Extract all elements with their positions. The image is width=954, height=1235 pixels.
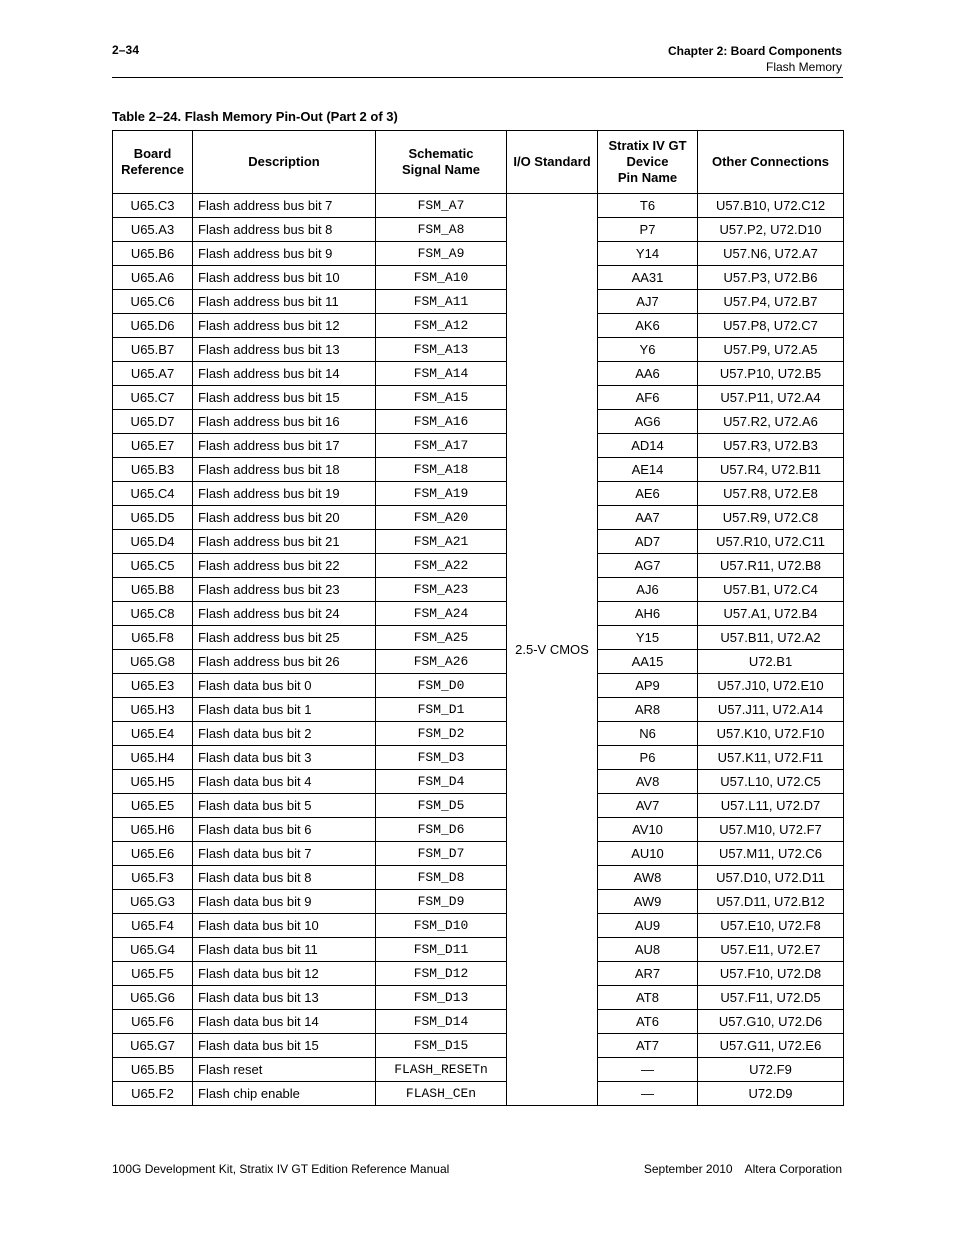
footer-right — [644, 1162, 842, 1176]
cell-description: Flash address bus bit 19 — [193, 482, 376, 506]
cell-other-connections: U57.P3, U72.B6 — [698, 266, 844, 290]
table-row — [113, 746, 844, 770]
cell-signal-name: FSM_A13 — [376, 338, 507, 362]
cell-signal-name: FSM_A22 — [376, 554, 507, 578]
cell-signal-name: FSM_D14 — [376, 1010, 507, 1034]
table-row — [113, 1082, 844, 1106]
cell-signal-name: FSM_D6 — [376, 818, 507, 842]
cell-board-reference: U65.D7 — [113, 410, 193, 434]
cell-signal-name: FSM_D4 — [376, 770, 507, 794]
cell-description: Flash address bus bit 13 — [193, 338, 376, 362]
cell-signal-name: FSM_A18 — [376, 458, 507, 482]
cell-device-pin: T6 — [598, 194, 698, 218]
cell-signal-name: FSM_A14 — [376, 362, 507, 386]
cell-signal-name: FSM_A15 — [376, 386, 507, 410]
cell-device-pin: AR8 — [598, 698, 698, 722]
page-number: 2–34 — [112, 43, 140, 57]
table-row — [113, 1058, 844, 1082]
cell-description: Flash data bus bit 3 — [193, 746, 376, 770]
cell-signal-name: FSM_D10 — [376, 914, 507, 938]
cell-description: Flash reset — [193, 1058, 376, 1082]
cell-other-connections: U57.M10, U72.F7 — [698, 818, 844, 842]
table-row — [113, 266, 844, 290]
cell-description: Flash data bus bit 9 — [193, 890, 376, 914]
cell-device-pin: N6 — [598, 722, 698, 746]
table-row — [113, 818, 844, 842]
cell-signal-name: FSM_A7 — [376, 194, 507, 218]
cell-description: Flash address bus bit 11 — [193, 290, 376, 314]
table-row — [113, 938, 844, 962]
cell-device-pin: Y6 — [598, 338, 698, 362]
table-row — [113, 506, 844, 530]
cell-description: Flash data bus bit 4 — [193, 770, 376, 794]
cell-description: Flash address bus bit 10 — [193, 266, 376, 290]
cell-board-reference: U65.D5 — [113, 506, 193, 530]
column-header-board-reference — [113, 131, 193, 194]
cell-description: Flash address bus bit 17 — [193, 434, 376, 458]
cell-description: Flash address bus bit 12 — [193, 314, 376, 338]
footer-date: September 2010 — [643, 1162, 733, 1176]
cell-other-connections: U57.R8, U72.E8 — [698, 482, 844, 506]
cell-description: Flash address bus bit 7 — [193, 194, 376, 218]
table-row — [113, 218, 844, 242]
cell-description: Flash address bus bit 15 — [193, 386, 376, 410]
cell-signal-name: FSM_A20 — [376, 506, 507, 530]
column-header-description: Description — [193, 131, 376, 194]
cell-device-pin: AW8 — [598, 866, 698, 890]
cell-device-pin: Y14 — [598, 242, 698, 266]
cell-device-pin: AT8 — [598, 986, 698, 1010]
cell-board-reference: U65.D6 — [113, 314, 193, 338]
cell-board-reference: U65.H6 — [113, 818, 193, 842]
table-row — [113, 314, 844, 338]
header-line: Device — [626, 154, 669, 169]
cell-signal-name: FSM_D5 — [376, 794, 507, 818]
cell-other-connections: U57.B1, U72.C4 — [698, 578, 844, 602]
cell-board-reference: U65.C5 — [113, 554, 193, 578]
cell-signal-name: FSM_A26 — [376, 650, 507, 674]
cell-description: Flash chip enable — [193, 1082, 376, 1106]
table-row — [113, 890, 844, 914]
cell-description: Flash address bus bit 8 — [193, 218, 376, 242]
cell-other-connections: U57.R4, U72.B11 — [698, 458, 844, 482]
cell-signal-name: FSM_A17 — [376, 434, 507, 458]
cell-signal-name: FLASH_CEn — [376, 1082, 507, 1106]
cell-other-connections: U57.A1, U72.B4 — [698, 602, 844, 626]
cell-signal-name: FSM_A9 — [376, 242, 507, 266]
header-line: Stratix IV GT — [608, 138, 687, 153]
cell-signal-name: FSM_A10 — [376, 266, 507, 290]
cell-other-connections: U57.R11, U72.B8 — [698, 554, 844, 578]
cell-other-connections: U57.L11, U72.D7 — [698, 794, 844, 818]
table-row — [113, 962, 844, 986]
cell-device-pin: AG7 — [598, 554, 698, 578]
cell-board-reference: U65.G4 — [113, 938, 193, 962]
table-row — [113, 554, 844, 578]
cell-other-connections: U57.E10, U72.F8 — [698, 914, 844, 938]
cell-board-reference: U65.B7 — [113, 338, 193, 362]
table-row — [113, 722, 844, 746]
table-row — [113, 770, 844, 794]
cell-signal-name: FSM_A21 — [376, 530, 507, 554]
cell-description: Flash address bus bit 24 — [193, 602, 376, 626]
table-row — [113, 986, 844, 1010]
cell-board-reference: U65.B5 — [113, 1058, 193, 1082]
table-row — [113, 410, 844, 434]
cell-signal-name: FSM_D8 — [376, 866, 507, 890]
table-row — [113, 794, 844, 818]
cell-signal-name: FSM_A16 — [376, 410, 507, 434]
cell-device-pin: AG6 — [598, 410, 698, 434]
column-header-schematic-signal-name — [376, 131, 507, 194]
cell-device-pin: AV7 — [598, 794, 698, 818]
cell-board-reference: U65.F2 — [113, 1082, 193, 1106]
cell-description: Flash data bus bit 2 — [193, 722, 376, 746]
table-row — [113, 650, 844, 674]
column-header-other-connections: Other Connections — [698, 131, 844, 194]
cell-board-reference: U65.E4 — [113, 722, 193, 746]
cell-board-reference: U65.C8 — [113, 602, 193, 626]
table-row — [113, 578, 844, 602]
cell-other-connections: U72.D9 — [698, 1082, 844, 1106]
table-row — [113, 842, 844, 866]
cell-device-pin: AH6 — [598, 602, 698, 626]
cell-device-pin: AE6 — [598, 482, 698, 506]
cell-description: Flash data bus bit 5 — [193, 794, 376, 818]
cell-io-standard: 2.5-V CMOS — [507, 194, 598, 1106]
cell-device-pin: — — [598, 1058, 698, 1082]
cell-other-connections: U57.M11, U72.C6 — [698, 842, 844, 866]
pinout-table — [112, 130, 844, 1106]
cell-other-connections: U57.E11, U72.E7 — [698, 938, 844, 962]
cell-description: Flash address bus bit 18 — [193, 458, 376, 482]
footer-company: Altera Corporation — [744, 1162, 842, 1176]
cell-device-pin: AV8 — [598, 770, 698, 794]
cell-other-connections: U57.P4, U72.B7 — [698, 290, 844, 314]
cell-other-connections: U72.F9 — [698, 1058, 844, 1082]
cell-signal-name: FSM_D2 — [376, 722, 507, 746]
cell-signal-name: FSM_A8 — [376, 218, 507, 242]
cell-signal-name: FSM_D0 — [376, 674, 507, 698]
cell-description: Flash data bus bit 13 — [193, 986, 376, 1010]
cell-board-reference: U65.C3 — [113, 194, 193, 218]
cell-description: Flash address bus bit 23 — [193, 578, 376, 602]
cell-board-reference: U65.B3 — [113, 458, 193, 482]
table-header-row — [113, 131, 844, 194]
header-line: Schematic — [408, 146, 474, 161]
cell-board-reference: U65.G8 — [113, 650, 193, 674]
cell-device-pin: AR7 — [598, 962, 698, 986]
header-line: Signal Name — [401, 162, 481, 177]
column-header-device-pin — [598, 131, 698, 194]
cell-description: Flash address bus bit 21 — [193, 530, 376, 554]
cell-other-connections: U57.F10, U72.D8 — [698, 962, 844, 986]
cell-description: Flash data bus bit 0 — [193, 674, 376, 698]
cell-other-connections: U57.P9, U72.A5 — [698, 338, 844, 362]
cell-signal-name: FSM_A19 — [376, 482, 507, 506]
table-row — [113, 602, 844, 626]
cell-other-connections: U57.P2, U72.D10 — [698, 218, 844, 242]
cell-signal-name: FSM_D9 — [376, 890, 507, 914]
cell-device-pin: P6 — [598, 746, 698, 770]
cell-other-connections: U57.D11, U72.B12 — [698, 890, 844, 914]
cell-device-pin: Y15 — [598, 626, 698, 650]
table-row — [113, 338, 844, 362]
cell-description: Flash address bus bit 9 — [193, 242, 376, 266]
table-caption: Table 2–24. Flash Memory Pin-Out (Part 2 of 3) — [112, 109, 398, 124]
cell-other-connections: U57.D10, U72.D11 — [698, 866, 844, 890]
cell-device-pin: AA31 — [598, 266, 698, 290]
cell-signal-name: FSM_D1 — [376, 698, 507, 722]
cell-signal-name: FSM_A23 — [376, 578, 507, 602]
header-rule — [112, 77, 843, 78]
cell-board-reference: U65.C4 — [113, 482, 193, 506]
cell-board-reference: U65.E3 — [113, 674, 193, 698]
cell-other-connections: U57.G11, U72.E6 — [698, 1034, 844, 1058]
cell-device-pin: AE14 — [598, 458, 698, 482]
cell-device-pin: AA6 — [598, 362, 698, 386]
cell-description: Flash data bus bit 14 — [193, 1010, 376, 1034]
table-row — [113, 1010, 844, 1034]
cell-board-reference: U65.E5 — [113, 794, 193, 818]
cell-other-connections: U57.R10, U72.C11 — [698, 530, 844, 554]
cell-device-pin: — — [598, 1082, 698, 1106]
cell-device-pin: AT6 — [598, 1010, 698, 1034]
cell-other-connections: U57.F11, U72.D5 — [698, 986, 844, 1010]
cell-board-reference: U65.C6 — [113, 290, 193, 314]
cell-description: Flash address bus bit 26 — [193, 650, 376, 674]
cell-other-connections: U57.R2, U72.A6 — [698, 410, 844, 434]
cell-description: Flash address bus bit 22 — [193, 554, 376, 578]
header-line: Board — [133, 146, 172, 161]
cell-device-pin: AD7 — [598, 530, 698, 554]
cell-other-connections: U57.J10, U72.E10 — [698, 674, 844, 698]
footer-manual-title: 100G Development Kit, Stratix IV GT Edition Reference Manual — [112, 1162, 450, 1176]
table-row — [113, 386, 844, 410]
cell-signal-name: FSM_D13 — [376, 986, 507, 1010]
cell-signal-name: FLASH_RESETn — [376, 1058, 507, 1082]
cell-description: Flash address bus bit 16 — [193, 410, 376, 434]
cell-signal-name: FSM_A11 — [376, 290, 507, 314]
cell-signal-name: FSM_A12 — [376, 314, 507, 338]
table-row — [113, 242, 844, 266]
table-row — [113, 626, 844, 650]
cell-other-connections: U57.P8, U72.C7 — [698, 314, 844, 338]
cell-signal-name: FSM_A24 — [376, 602, 507, 626]
table-row — [113, 194, 844, 218]
cell-signal-name: FSM_D3 — [376, 746, 507, 770]
cell-device-pin: AD14 — [598, 434, 698, 458]
table-row — [113, 1034, 844, 1058]
cell-device-pin: AJ7 — [598, 290, 698, 314]
cell-board-reference: U65.B6 — [113, 242, 193, 266]
cell-device-pin: AU8 — [598, 938, 698, 962]
cell-board-reference: U65.H4 — [113, 746, 193, 770]
cell-board-reference: U65.E6 — [113, 842, 193, 866]
table-row — [113, 434, 844, 458]
cell-device-pin: AU10 — [598, 842, 698, 866]
cell-board-reference: U65.A7 — [113, 362, 193, 386]
table-row — [113, 866, 844, 890]
cell-other-connections: U57.J11, U72.A14 — [698, 698, 844, 722]
cell-other-connections: U57.R9, U72.C8 — [698, 506, 844, 530]
cell-board-reference: U65.H3 — [113, 698, 193, 722]
cell-device-pin: P7 — [598, 218, 698, 242]
cell-board-reference: U65.H5 — [113, 770, 193, 794]
cell-other-connections: U57.G10, U72.D6 — [698, 1010, 844, 1034]
cell-board-reference: U65.G3 — [113, 890, 193, 914]
table-row — [113, 698, 844, 722]
cell-other-connections: U72.B1 — [698, 650, 844, 674]
cell-board-reference: U65.E7 — [113, 434, 193, 458]
cell-description: Flash data bus bit 1 — [193, 698, 376, 722]
cell-description: Flash data bus bit 10 — [193, 914, 376, 938]
cell-board-reference: U65.G7 — [113, 1034, 193, 1058]
table-body — [113, 194, 844, 1106]
cell-description: Flash address bus bit 25 — [193, 626, 376, 650]
cell-device-pin: AF6 — [598, 386, 698, 410]
cell-signal-name: FSM_D7 — [376, 842, 507, 866]
cell-device-pin: AW9 — [598, 890, 698, 914]
cell-board-reference: U65.F6 — [113, 1010, 193, 1034]
cell-signal-name: FSM_D11 — [376, 938, 507, 962]
cell-device-pin: AA15 — [598, 650, 698, 674]
cell-board-reference: U65.F4 — [113, 914, 193, 938]
cell-description: Flash data bus bit 12 — [193, 962, 376, 986]
cell-description: Flash data bus bit 15 — [193, 1034, 376, 1058]
cell-other-connections: U57.P11, U72.A4 — [698, 386, 844, 410]
cell-board-reference: U65.F3 — [113, 866, 193, 890]
cell-description: Flash data bus bit 8 — [193, 866, 376, 890]
cell-device-pin: AT7 — [598, 1034, 698, 1058]
cell-other-connections: U57.K11, U72.F11 — [698, 746, 844, 770]
cell-signal-name: FSM_D15 — [376, 1034, 507, 1058]
section-title: Flash Memory — [765, 60, 842, 74]
cell-other-connections: U57.R3, U72.B3 — [698, 434, 844, 458]
cell-device-pin: AA7 — [598, 506, 698, 530]
cell-description: Flash address bus bit 20 — [193, 506, 376, 530]
cell-board-reference: U65.B8 — [113, 578, 193, 602]
cell-other-connections: U57.B11, U72.A2 — [698, 626, 844, 650]
table-row — [113, 362, 844, 386]
cell-description: Flash data bus bit 7 — [193, 842, 376, 866]
table-row — [113, 482, 844, 506]
cell-signal-name: FSM_A25 — [376, 626, 507, 650]
cell-device-pin: AJ6 — [598, 578, 698, 602]
cell-board-reference: U65.C7 — [113, 386, 193, 410]
table-row — [113, 458, 844, 482]
cell-board-reference: U65.D4 — [113, 530, 193, 554]
cell-other-connections: U57.K10, U72.F10 — [698, 722, 844, 746]
cell-device-pin: AV10 — [598, 818, 698, 842]
chapter-title: Chapter 2: Board Components — [667, 44, 842, 58]
table-row — [113, 290, 844, 314]
cell-board-reference: U65.G6 — [113, 986, 193, 1010]
cell-device-pin: AU9 — [598, 914, 698, 938]
table-row — [113, 530, 844, 554]
cell-other-connections: U57.L10, U72.C5 — [698, 770, 844, 794]
column-header-io-standard: I/O Standard — [507, 131, 598, 194]
cell-board-reference: U65.A6 — [113, 266, 193, 290]
cell-board-reference: U65.F5 — [113, 962, 193, 986]
cell-device-pin: AK6 — [598, 314, 698, 338]
cell-description: Flash address bus bit 14 — [193, 362, 376, 386]
table-row — [113, 914, 844, 938]
cell-board-reference: U65.F8 — [113, 626, 193, 650]
cell-description: Flash data bus bit 6 — [193, 818, 376, 842]
cell-other-connections: U57.P10, U72.B5 — [698, 362, 844, 386]
header-line: Reference — [121, 162, 184, 177]
cell-signal-name: FSM_D12 — [376, 962, 507, 986]
cell-other-connections: U57.N6, U72.A7 — [698, 242, 844, 266]
table-row — [113, 674, 844, 698]
cell-device-pin: AP9 — [598, 674, 698, 698]
cell-board-reference: U65.A3 — [113, 218, 193, 242]
running-header — [668, 43, 842, 75]
header-line: Pin Name — [617, 170, 678, 185]
cell-other-connections: U57.B10, U72.C12 — [698, 194, 844, 218]
cell-description: Flash data bus bit 11 — [193, 938, 376, 962]
